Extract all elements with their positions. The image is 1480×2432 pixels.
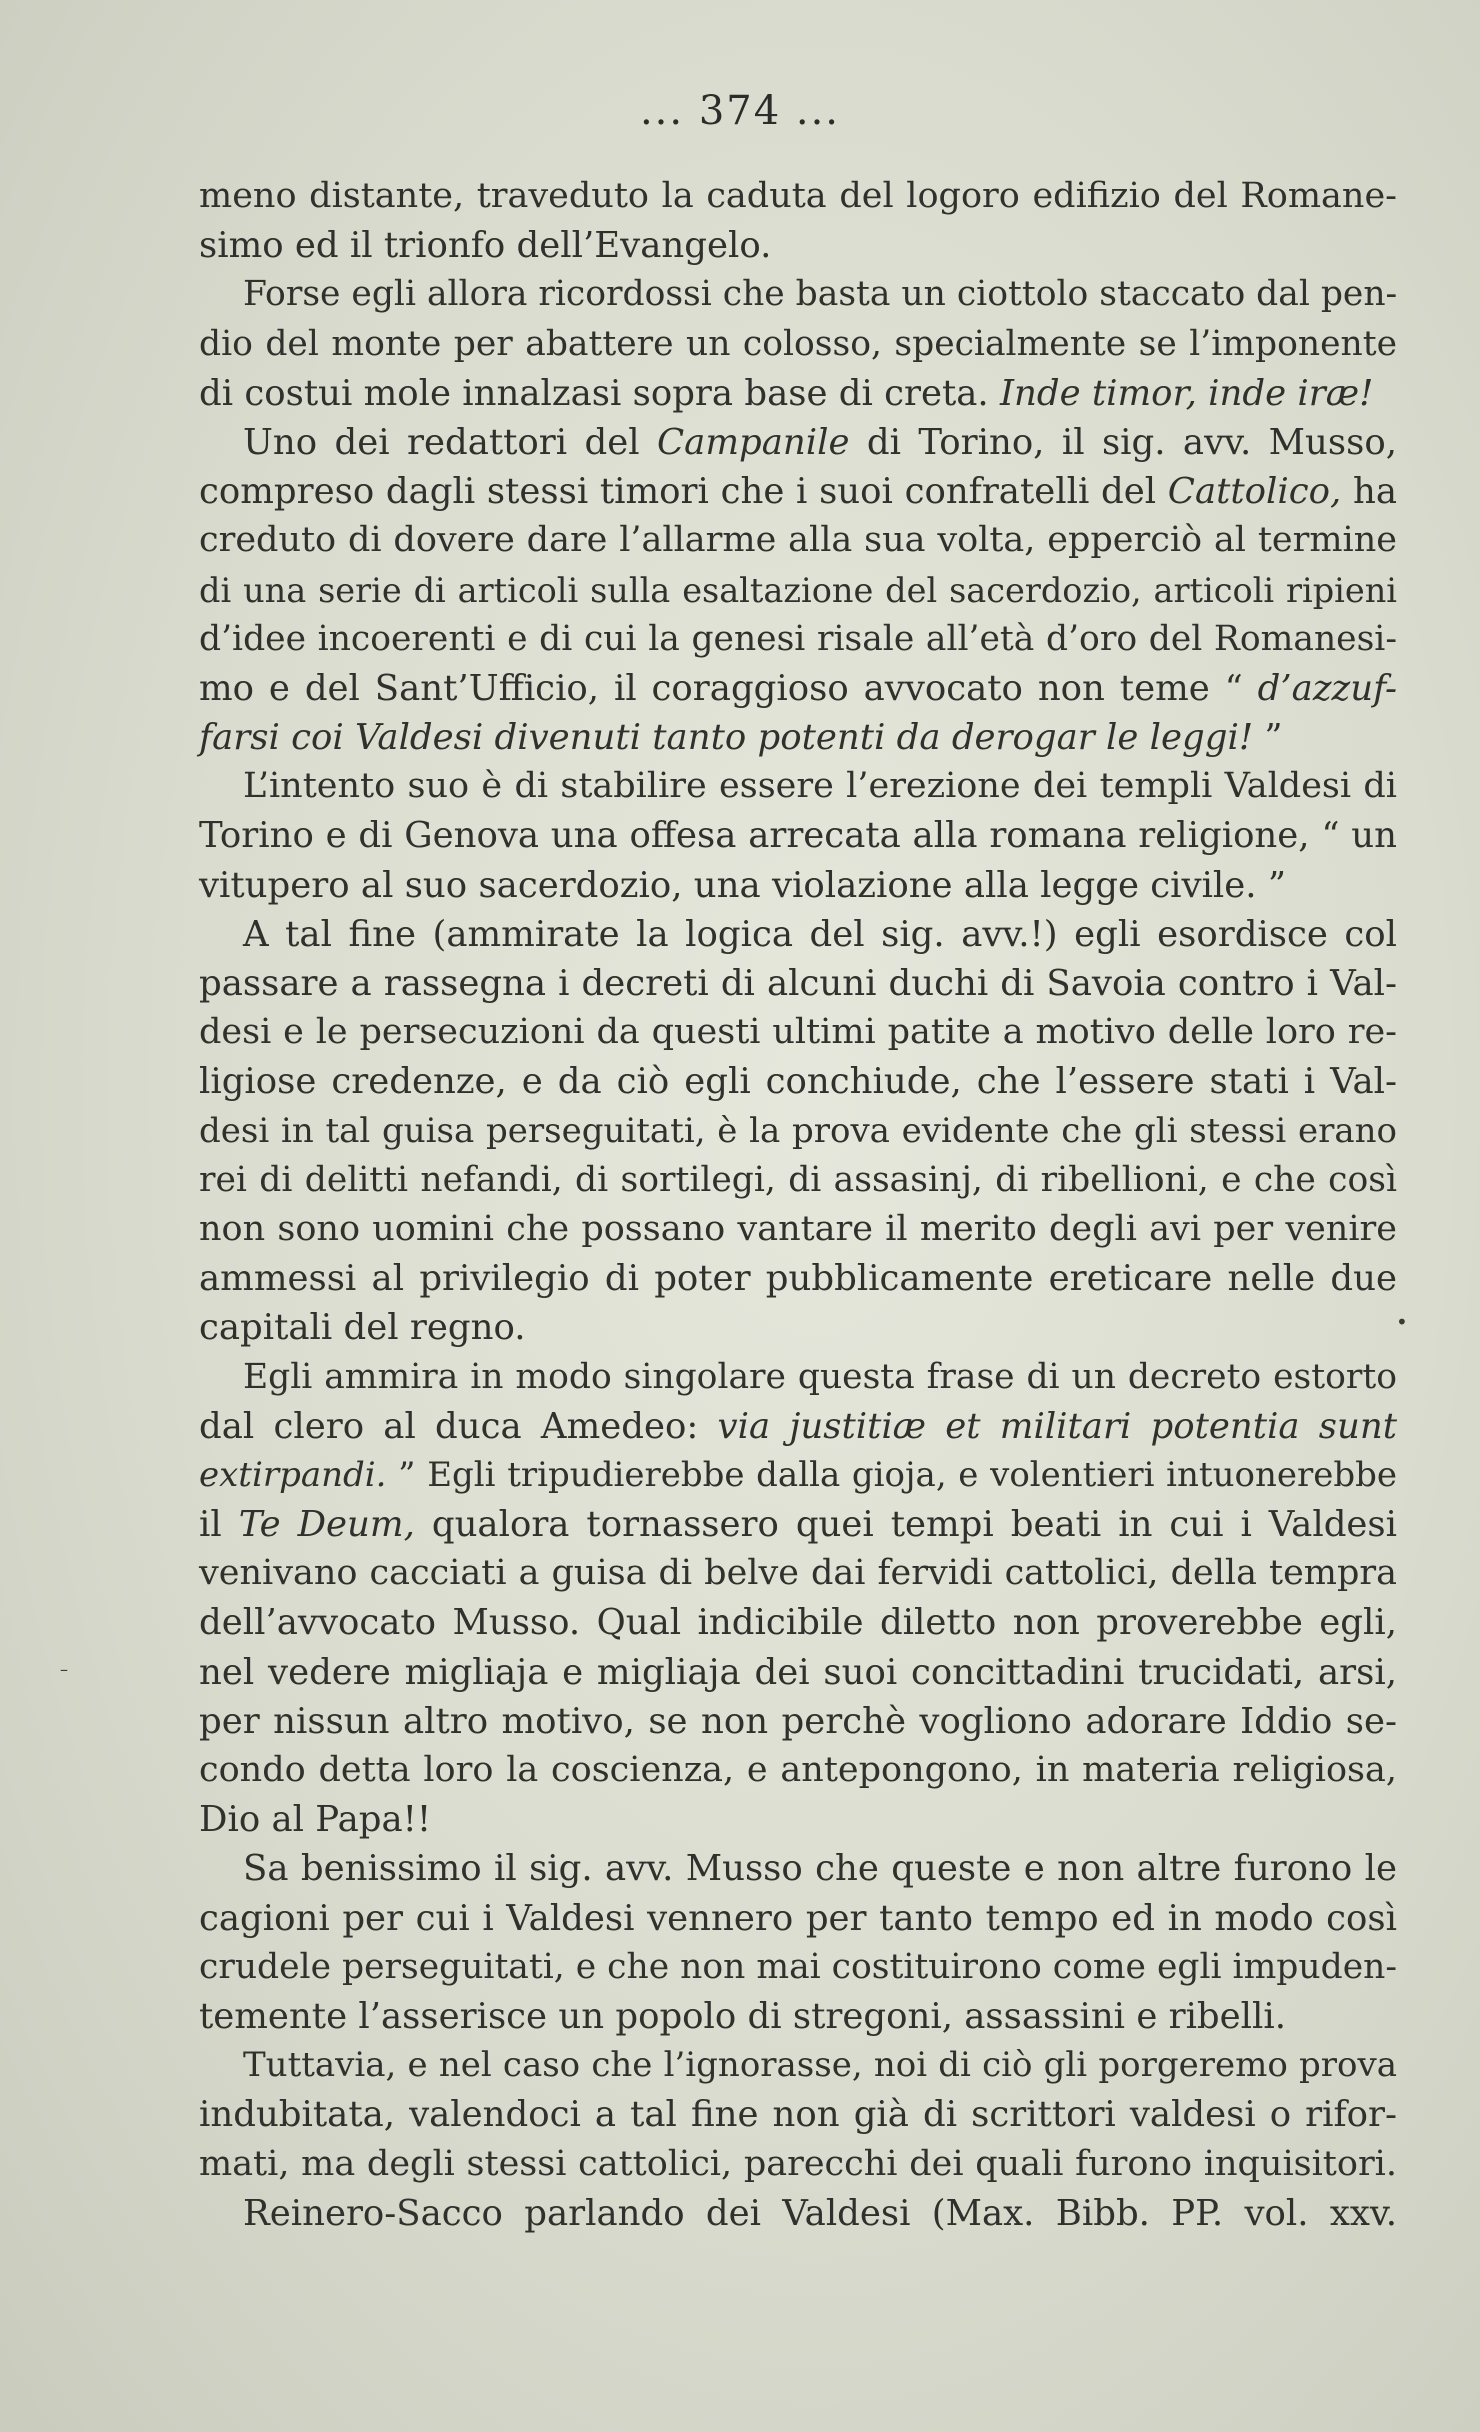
line-italic-text: extirpandi. bbox=[199, 1454, 387, 1495]
line-italic-text: d’azzuf- bbox=[1257, 667, 1397, 709]
text-line bbox=[199, 1598, 1397, 1647]
line-text: dal clero al duca Amedeo: bbox=[199, 1405, 718, 1447]
text-line bbox=[199, 2189, 1397, 2238]
line-text: Reinero-Sacco parlando dei Valdesi (Max. Bibb. PP. vol. xxv. bbox=[243, 2192, 1397, 2234]
text-line bbox=[199, 713, 1397, 762]
line-text-after: qualora tornassero quei tempi beati in cui i Valdesi bbox=[414, 1504, 1397, 1546]
text-line bbox=[199, 959, 1397, 1008]
line-text-after: ” bbox=[1253, 717, 1283, 759]
text-line bbox=[199, 910, 1397, 959]
line-text: temente l’asserisce un popolo di stregoni, assassini e ribelli. bbox=[199, 1995, 1287, 2037]
line-text: crudele perseguitati, e che non mai costituirono come egli impuden- bbox=[199, 1946, 1397, 1987]
text-line bbox=[199, 1205, 1397, 1254]
text-line bbox=[199, 320, 1397, 369]
text-line bbox=[199, 1353, 1397, 1402]
line-text: nel vedere migliaja e migliaja dei suoi concittadini trucidati, arsi, bbox=[199, 1651, 1397, 1693]
text-line bbox=[199, 664, 1397, 713]
text-line bbox=[199, 1500, 1397, 1549]
text-line bbox=[199, 1795, 1397, 1844]
ink-speck: – bbox=[60, 1660, 68, 1679]
text-line bbox=[199, 1648, 1397, 1697]
line-text: ligiose credenze, e da ciò egli conchiude, che l’essere stati i Val- bbox=[199, 1061, 1397, 1103]
text-line bbox=[199, 1008, 1397, 1057]
text-line bbox=[199, 2140, 1397, 2189]
body-text bbox=[199, 172, 1397, 2238]
line-text: compreso dagli stessi timori che i suoi confratelli del bbox=[199, 471, 1168, 513]
line-text: Sa benissimo il sig. avv. Musso che queste e non altre furono le bbox=[243, 1848, 1397, 1890]
text-line bbox=[199, 270, 1397, 319]
line-italic-text: Cattolico, bbox=[1167, 471, 1342, 513]
text-line bbox=[199, 566, 1397, 615]
text-line bbox=[199, 1303, 1397, 1352]
text-line bbox=[199, 1402, 1397, 1451]
text-line bbox=[199, 1844, 1397, 1893]
text-line bbox=[199, 418, 1397, 467]
line-text: L’intento suo è di stabilire essere l’erezione dei templi Valdesi di bbox=[243, 766, 1397, 807]
line-text: condo detta loro la coscienza, e antepongono, in materia religiosa, bbox=[199, 1750, 1397, 1790]
text-line bbox=[199, 2090, 1397, 2139]
line-text: creduto di dovere dare l’allarme alla sua volta, epperciò al termine bbox=[199, 520, 1397, 561]
line-text: vitupero al suo sacerdozio, una violazione alla legge civile. ” bbox=[199, 864, 1286, 906]
text-line bbox=[199, 1107, 1397, 1156]
text-line bbox=[199, 1254, 1397, 1303]
text-line bbox=[199, 2041, 1397, 2090]
text-line bbox=[199, 516, 1397, 565]
line-italic-text: Te Deum, bbox=[238, 1504, 415, 1546]
text-line bbox=[199, 762, 1397, 811]
line-text: di costui mole innalzasi sopra base di creta. bbox=[199, 372, 1000, 414]
text-line bbox=[199, 1943, 1397, 1992]
line-text: venivano cacciati a guisa di belve dai fervidi cattolici, della tempra bbox=[199, 1553, 1397, 1594]
line-text: di una serie di articoli sulla esaltazione del sacerdozio, articoli ripieni bbox=[199, 570, 1397, 610]
text-line bbox=[199, 1451, 1397, 1500]
line-text: indubitata, valendoci a tal fine non già di scrittori valdesi o rifor- bbox=[199, 2094, 1397, 2136]
text-line bbox=[199, 1057, 1397, 1106]
line-text-after: ha bbox=[1341, 471, 1397, 513]
line-text: per nissun altro motivo, se non perchè vogliono adorare Iddio se- bbox=[199, 1700, 1397, 1742]
line-text: il bbox=[199, 1504, 239, 1546]
line-text: A tal fine (ammirate la logica del sig. avv.!) egli esordisce col bbox=[243, 913, 1397, 955]
line-text: Egli ammira in modo singolare questa frase di un decreto estorto bbox=[243, 1356, 1397, 1397]
line-text: Dio al Papa!! bbox=[199, 1799, 432, 1841]
line-text: mo e del Sant’Ufficio, il coraggioso avvocato non teme “ bbox=[199, 667, 1258, 709]
line-text: non sono uomini che possano vantare il merito degli avi per venire bbox=[199, 1208, 1397, 1249]
page-number: ... 374 ... bbox=[639, 88, 841, 134]
text-line bbox=[199, 369, 1397, 418]
line-text: Tuttavia, e nel caso che l’ignorasse, noi di ciò gli porgeremo prova bbox=[243, 2045, 1397, 2086]
line-text: Torino e di Genova una offesa arrecata alla romana religione, “ un bbox=[199, 815, 1397, 857]
line-italic-text: Campanile bbox=[657, 421, 850, 463]
text-line bbox=[199, 221, 1397, 270]
line-text: mati, ma degli stessi cattolici, parecchi dei quali furono inquisitori. bbox=[199, 2143, 1397, 2184]
line-text: meno distante, traveduto la caduta del logoro edifizio del Romane- bbox=[199, 176, 1397, 216]
line-italic-text: via justitiæ et militari potentia sunt bbox=[717, 1405, 1397, 1447]
text-line bbox=[199, 615, 1397, 664]
text-line bbox=[199, 172, 1397, 221]
line-text: cagioni per cui i Valdesi vennero per tanto tempo ed in modo così bbox=[199, 1897, 1397, 1939]
text-line bbox=[199, 1156, 1397, 1205]
text-line bbox=[199, 1746, 1397, 1795]
line-text: passare a rassegna i decreti di alcuni duchi di Savoia contro i Val- bbox=[199, 963, 1397, 1004]
text-line bbox=[199, 1992, 1397, 2041]
line-text-after: ” Egli tripudierebbe dalla gioja, e volentieri intuonerebbe bbox=[386, 1454, 1397, 1495]
text-line bbox=[199, 811, 1397, 860]
ink-speck: • bbox=[1396, 1310, 1408, 1334]
line-text: simo ed il trionfo dell’Evangelo. bbox=[199, 225, 772, 267]
line-text: rei di delitti nefandi, di sortilegi, di assasinj, di ribellioni, e che così bbox=[199, 1159, 1397, 1200]
line-text: desi in tal guisa perseguitati, è la prova evidente che gli stessi erano bbox=[199, 1110, 1397, 1151]
text-line bbox=[199, 1697, 1397, 1746]
line-italic-text: farsi coi Valdesi divenuti tanto potenti da derogar le leggi! bbox=[199, 717, 1254, 759]
line-text: Forse egli allora ricordossi che basta un ciottolo staccato dal pen- bbox=[243, 274, 1398, 315]
text-line bbox=[199, 861, 1397, 910]
line-text: d’idee incoerenti e di cui la genesi risale all’età d’oro del Romanesi- bbox=[199, 618, 1397, 659]
line-text: dell’avvocato Musso. Qual indicibile diletto non proverebbe egli, bbox=[199, 1602, 1397, 1644]
line-text: capitali del regno. bbox=[199, 1307, 526, 1349]
text-line bbox=[199, 467, 1397, 516]
line-text: ammessi al privilegio di poter pubblicamente ereticare nelle due bbox=[199, 1258, 1397, 1300]
line-text-after: di Torino, il sig. avv. Musso, bbox=[849, 421, 1397, 463]
text-line bbox=[199, 1549, 1397, 1598]
line-text: Uno dei redattori del bbox=[243, 421, 657, 463]
line-text: desi e le persecuzioni da questi ultimi patite a motivo delle loro re- bbox=[199, 1012, 1397, 1053]
text-line bbox=[199, 1894, 1397, 1943]
line-text: dio del monte per abattere un colosso, specialmente se l’imponente bbox=[199, 323, 1397, 364]
line-italic-text: Inde timor, inde iræ! bbox=[999, 372, 1374, 414]
